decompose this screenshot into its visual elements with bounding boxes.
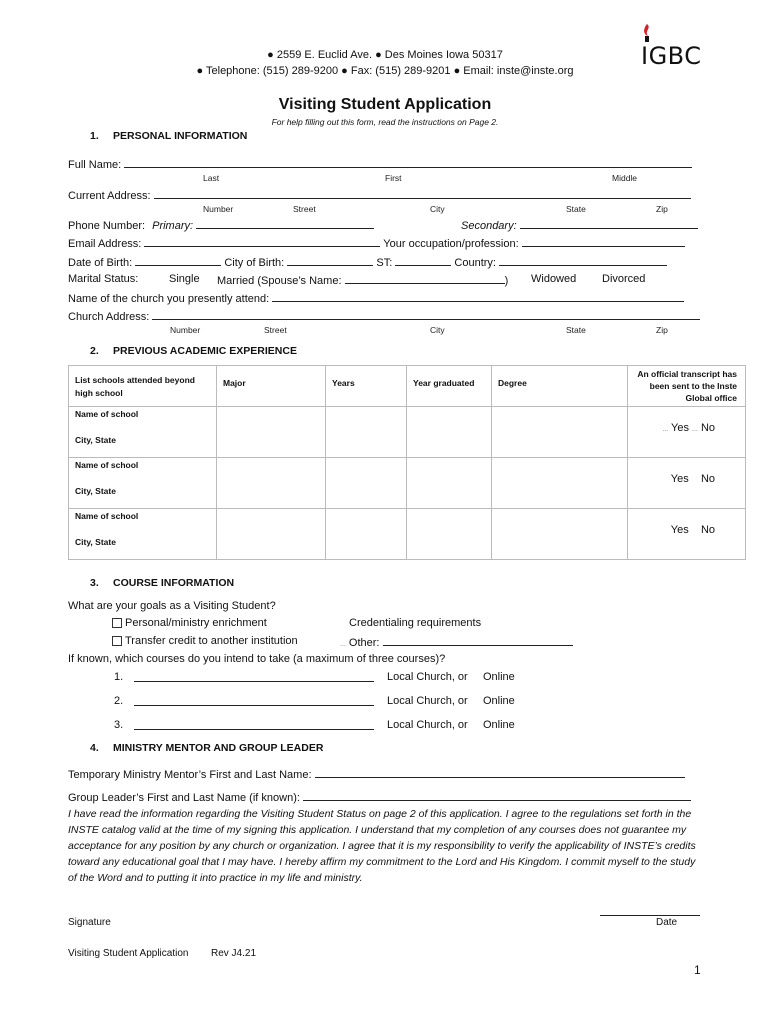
school-row-1 [69, 407, 746, 458]
course-3-online[interactable]: Online [483, 719, 515, 731]
church-name-label: Name of the church you presently attend: [68, 293, 270, 305]
goal-transfer[interactable] [112, 635, 298, 647]
school-2-city-label: City, State [75, 486, 116, 496]
course-2-num: 2. [114, 695, 124, 707]
school-3-cell[interactable] [69, 509, 217, 560]
school-3-no[interactable]: No [700, 524, 715, 536]
city-of-birth-label: City of Birth: [224, 257, 285, 269]
current-address-row [68, 188, 691, 202]
label-street: Street [293, 204, 316, 214]
goal-credentialing[interactable]: Credentialing requirements [349, 617, 482, 629]
label-city: City [430, 204, 445, 214]
school-1-year-graduated[interactable] [407, 407, 492, 458]
course-1-online[interactable]: Online [483, 671, 515, 683]
school-1-name-label: Name of school [75, 409, 139, 419]
course-1-num: 1. [114, 671, 124, 683]
section-3-heading: COURSE INFORMATION [113, 577, 235, 589]
marital-single[interactable]: Single [169, 273, 200, 285]
school-1-major[interactable] [217, 407, 326, 458]
goal-other-field[interactable] [383, 635, 573, 646]
section-2-number: 2. [90, 345, 99, 357]
current-address-label: Current Address: [68, 190, 151, 202]
mentor-row [68, 767, 685, 781]
school-1-no[interactable]: No [700, 422, 715, 434]
school-row-3 [69, 509, 746, 560]
col-years: Years [326, 366, 407, 407]
school-2-yes[interactable]: Yes [670, 473, 689, 485]
goal-other-label: Other: [348, 637, 380, 649]
marital-divorced[interactable]: Divorced [602, 273, 646, 285]
section-3-number: 3. [90, 577, 99, 589]
occupation-label: Your occupation/profession: [383, 238, 519, 250]
course-2-local[interactable]: Local Church, or [387, 695, 468, 707]
occupation-field[interactable] [522, 236, 685, 247]
school-2-transcript [628, 458, 746, 509]
school-1-city-label: City, State [75, 435, 116, 445]
school-1-years[interactable] [326, 407, 407, 458]
course-2-online[interactable]: Online [483, 695, 515, 707]
country-label: Country: [454, 257, 496, 269]
section-4-number: 4. [90, 742, 99, 754]
col-schools: List schools attended beyond high school [69, 366, 217, 407]
school-1-degree[interactable] [492, 407, 628, 458]
phone-row [68, 218, 374, 232]
marital-married-row [217, 273, 508, 287]
flame-icon [640, 22, 656, 44]
email-label: Email Address: [68, 238, 142, 250]
page-number: 1 [694, 963, 701, 977]
course-3-local[interactable]: Local Church, or [387, 719, 468, 731]
goals-question: What are your goals as a Visiting Student? [68, 600, 276, 612]
goal-personal-checkbox[interactable] [112, 618, 122, 628]
school-1-transcript: ... Yes ... No [628, 407, 746, 458]
col-year-graduated: Year graduated [407, 366, 492, 407]
church-label-city: City [430, 325, 445, 335]
church-label-number: Number [170, 325, 201, 335]
st-field[interactable] [395, 255, 451, 266]
page-subtitle: For help filling out this form, read the instructions on Page 2. [271, 117, 499, 127]
church-label-zip: Zip [656, 325, 668, 335]
label-zip: Zip [656, 204, 668, 214]
header-contact: ● Telephone: (515) 289-9200 ● Fax: (515) 289-9201 ● Email: inste@inste.org [196, 65, 574, 77]
school-3-degree[interactable] [492, 509, 628, 560]
course-3-field[interactable] [134, 719, 374, 730]
marital-widowed[interactable]: Widowed [531, 273, 577, 285]
church-name-field[interactable] [272, 291, 684, 302]
full-name-row [68, 157, 692, 171]
course-2-field[interactable] [134, 695, 374, 706]
school-3-years[interactable] [326, 509, 407, 560]
section-2-heading: PREVIOUS ACADEMIC EXPERIENCE [113, 345, 297, 357]
leader-label: Group Leader’s First and Last Name (if known): [68, 792, 300, 804]
section-4-heading: MINISTRY MENTOR AND GROUP LEADER [113, 742, 324, 754]
dob-field[interactable] [135, 255, 221, 266]
school-2-name-label: Name of school [75, 460, 139, 470]
dob-label: Date of Birth: [68, 257, 133, 269]
course-1-field[interactable] [134, 671, 374, 682]
signature-label: Signature [68, 917, 111, 928]
courses-question: If known, which courses do you intend to take (a maximum of three courses)? [68, 653, 446, 665]
country-field[interactable] [499, 255, 667, 266]
church-name-row [68, 291, 684, 305]
page-title: Visiting Student Application [278, 96, 492, 113]
goal-personal[interactable] [112, 617, 267, 629]
goal-other-row [340, 635, 573, 649]
footer-form-name: Visiting Student Application [68, 948, 189, 959]
school-3-transcript [628, 509, 746, 560]
primary-phone-field[interactable] [196, 218, 374, 229]
course-3-num: 3. [114, 719, 124, 731]
phone-label: Phone Number: [68, 220, 146, 232]
full-name-field[interactable] [124, 157, 692, 168]
school-2-year-graduated[interactable] [407, 458, 492, 509]
school-3-city-label: City, State [75, 537, 116, 547]
col-transcript: An official transcript has been sent to the Inste Global office [628, 366, 746, 407]
city-of-birth-field[interactable] [287, 255, 373, 266]
section-1-number: 1. [90, 130, 99, 142]
footer-rev: Rev J4.21 [211, 948, 257, 959]
church-address-row [68, 309, 700, 323]
logo-text: IGBC [641, 42, 702, 70]
goal-other-marker: ... [340, 641, 346, 648]
label-state: State [566, 204, 586, 214]
school-1-yes[interactable]: Yes [671, 422, 689, 434]
secondary-phone-field[interactable] [520, 218, 698, 229]
school-2-cell[interactable] [69, 458, 217, 509]
school-2-major[interactable] [217, 458, 326, 509]
school-3-major[interactable] [217, 509, 326, 560]
email-field[interactable] [144, 236, 380, 247]
header-address: ● 2559 E. Euclid Ave. ● Des Moines Iowa 50317 [267, 49, 503, 61]
goal-personal-label: Personal/ministry enrichment [125, 617, 267, 629]
agreement-text: I have read the information regarding the Visiting Student Status on page 2 of this application. I agree to the regulations set forth in the INSTE catalog valid at the time of my signing this application. I understand that my completion of any courses does not guarantee my acceptance for any position by any church or organization. I agree that it is my responsibility to verify the applicability of INSTE’s credits toward any educational goal that I may have. I hereby affirm my commitment to the Lord and His Kingdom. I commit myself to the study of the Word and to putting it into practice in my life and ministry. [68, 808, 696, 884]
date-field[interactable] [600, 905, 700, 916]
goal-transfer-label: Transfer credit to another institution [125, 635, 298, 647]
school-2-years[interactable] [326, 458, 407, 509]
current-address-field[interactable] [154, 188, 691, 199]
school-3-year-graduated[interactable] [407, 509, 492, 560]
leader-row [68, 790, 691, 804]
school-3-name-label: Name of school [75, 511, 139, 521]
label-number: Number [203, 204, 234, 214]
school-row-2 [69, 458, 746, 509]
school-2-no[interactable]: No [700, 473, 715, 485]
leader-field[interactable] [303, 790, 691, 801]
label-last: Last [203, 173, 220, 183]
col-major: Major [217, 366, 326, 407]
section-1-heading: PERSONAL INFORMATION [113, 130, 248, 142]
marital-label: Marital Status: [68, 273, 139, 285]
spouse-name-field[interactable] [345, 273, 505, 284]
married-close: ) [504, 275, 509, 287]
date-label: Date [656, 917, 678, 928]
academic-header-row [69, 366, 746, 407]
school-3-yes[interactable]: Yes [670, 524, 689, 536]
secondary-phone-row [461, 218, 698, 232]
email-row [68, 236, 685, 250]
label-first: First [385, 173, 402, 183]
mentor-field[interactable] [315, 767, 685, 778]
primary-label: Primary: [152, 220, 194, 232]
goal-transfer-checkbox[interactable] [112, 636, 122, 646]
st-label: ST: [376, 257, 393, 269]
academic-table [68, 365, 746, 560]
full-name-label: Full Name: [68, 159, 122, 171]
church-address-label: Church Address: [68, 311, 150, 323]
church-label-street: Street [264, 325, 287, 335]
marital-married[interactable]: Married (Spouse’s Name: [217, 275, 342, 287]
school-1-cell[interactable] [69, 407, 217, 458]
course-1-local[interactable]: Local Church, or [387, 671, 468, 683]
mentor-label: Temporary Ministry Mentor’s First and Last Name: [68, 769, 312, 781]
col-degree: Degree [492, 366, 628, 407]
school-2-degree[interactable] [492, 458, 628, 509]
church-label-state: State [566, 325, 586, 335]
church-address-field[interactable] [152, 309, 700, 320]
label-middle: Middle [612, 173, 638, 183]
secondary-label: Secondary: [461, 220, 517, 232]
birth-row [68, 255, 667, 269]
